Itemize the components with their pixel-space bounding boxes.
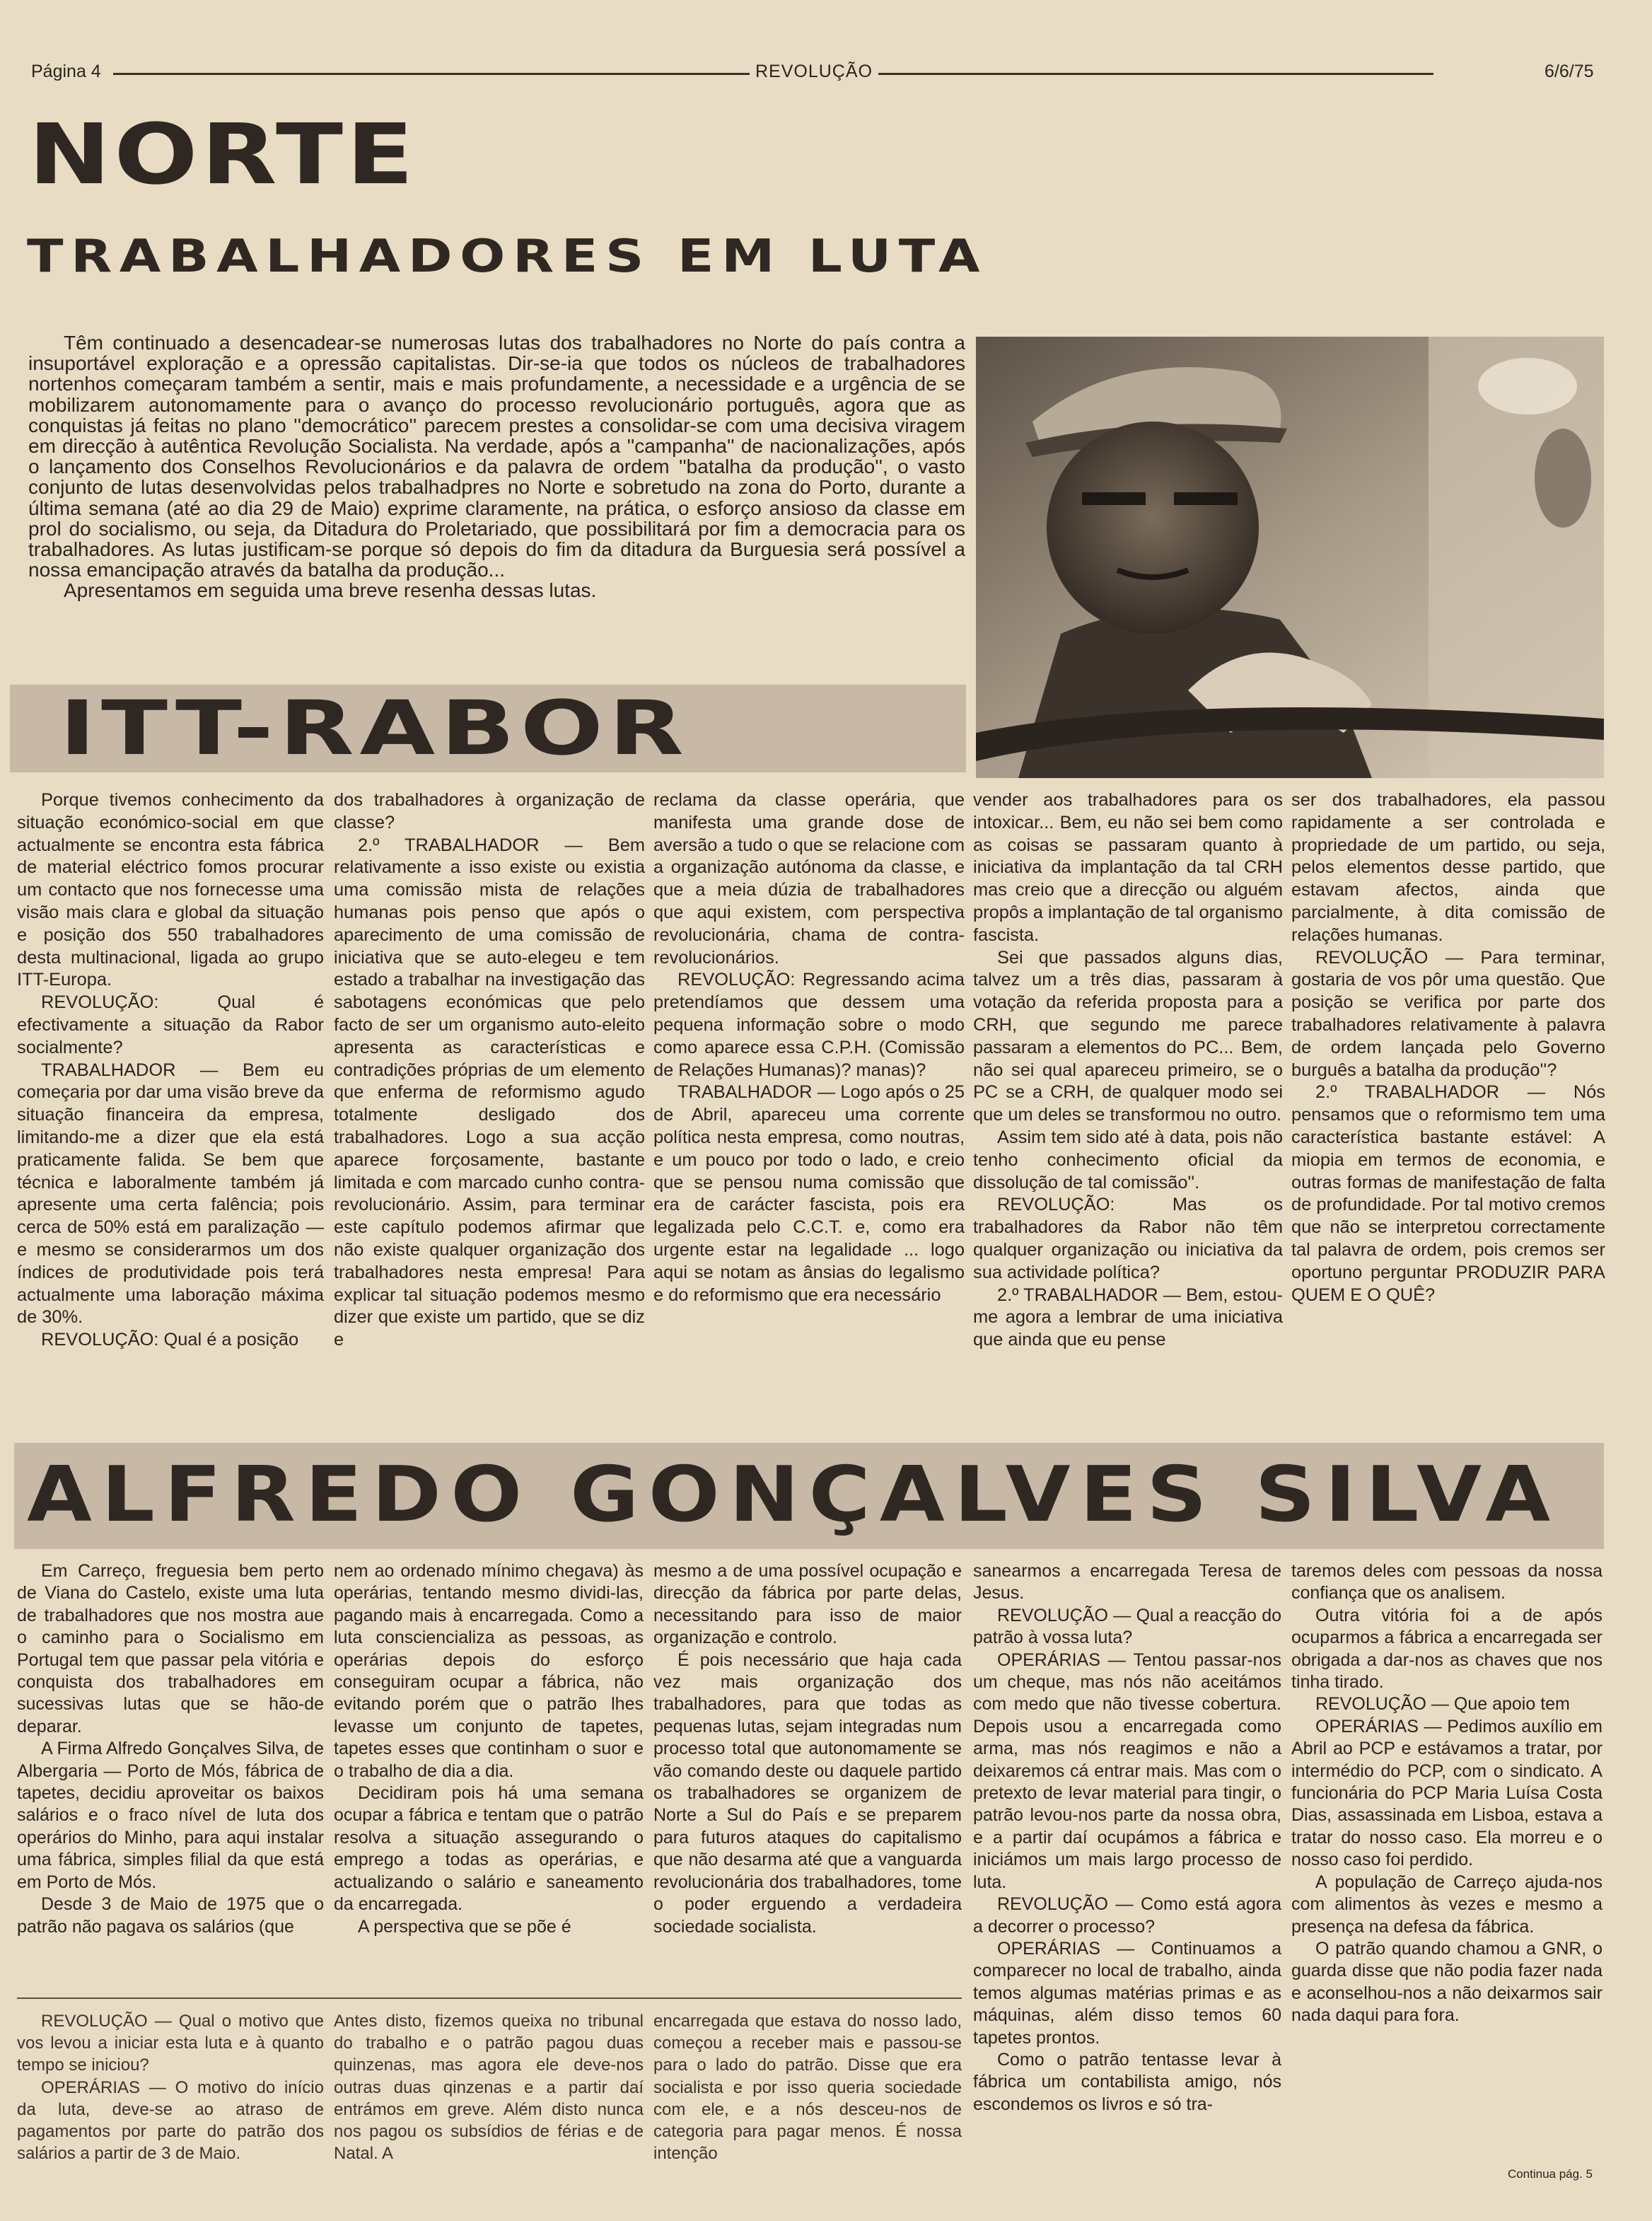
article-column <box>973 1560 1281 2116</box>
article-paragraph: REVOLUÇÃO — Que apoio tem <box>1315 1694 1570 1715</box>
article-paragraph: Outra vitória foi a de após ocuparmos a fábrica a encarregada ser obrigada a dar-nos as chaves que nos tinha tirado. <box>1291 1605 1602 1693</box>
article-column <box>973 789 1283 1352</box>
intro-text <box>28 332 965 601</box>
continued-note: Continua pág. 5 <box>1507 2167 1593 2181</box>
article-paragraph: OPERÁRIAS — Pedimos auxílio em Abril ao PCP e estávamos a tratar, por intermédio do PCP, com o sindicato. A funcionária do PCP Maria Luísa Costa Dias, assassinada em Lisboa, estava a tratar do nosso caso. Ela morreu e o nosso caso foi perdido. <box>1291 1716 1602 1870</box>
article-paragraph: REVOLUÇÃO — Como está agora a decorrer o processo? <box>973 1894 1281 1937</box>
header-rule-right <box>878 73 1433 75</box>
article-paragraph: O patrão quando chamou a GNR, o guarda disse que não podia fazer nada e aconselhou-nos a não deixarmos sair nada daqui para fora. <box>1291 1938 1602 2026</box>
article-paragraph: dos trabalhadores à organização de classe? <box>334 790 645 833</box>
masthead: REVOLUÇÃO <box>755 62 873 81</box>
article-paragraph: ser dos trabalhadores, ela passou rapidamente a ser controlada e propriedade de um partido, ou seja, pelos elementos desse partido, que estavam afectos, ainda que parcialmente, à dita comissão de relações humanas. <box>1291 790 1605 945</box>
page-number: Página 4 <box>31 62 101 81</box>
page-subtitle: TRABALHADORES EM LUTA <box>27 231 988 283</box>
article-paragraph: Como o patrão tentasse levar à fábrica um contabilista amigo, nós escondemos os livros e só tra- <box>973 2049 1281 2114</box>
article-column <box>653 789 965 1306</box>
article-column <box>653 2010 962 2164</box>
article-column <box>1291 1560 1602 2027</box>
article-paragraph: Decidiram pois há uma semana ocupar a fábrica e tentam que o patrão resolva a situação assegurando o emprego a todas as operárias, e actualizando o salário e saneamento da encarregada. <box>334 1783 644 1915</box>
article-paragraph: REVOLUÇÃO: Qual é a posição <box>41 1330 299 1350</box>
article-column <box>334 1560 644 1938</box>
article-column <box>1291 789 1605 1306</box>
article-paragraph: REVOLUÇÃO: Mas os trabalhadores da Rabor não têm qualquer organização ou iniciativa da sua actividade política? <box>973 1195 1283 1282</box>
article-paragraph: REVOLUÇÃO — Qual a reacção do patrão à vossa luta? <box>973 1605 1281 1648</box>
article-column <box>653 1560 962 1938</box>
article-paragraph: vender aos trabalhadores para os intoxicar... Bem, eu não sei bem como as coisas se passaram quanto à iniciativa da implantação da tal CRH mas creio que a direcção ou alguém propôs a implantação de tal organismo fascista. <box>973 790 1283 945</box>
article-paragraph: Em Carreço, freguesia bem perto de Viana do Castelo, existe uma luta de trabalhadores que nos mostra aue o caminho para o Socialismo em Portugal tem que passar pela vitória e conquista dos trabalhadores em sucessivas lutas que se hão-de deparar. <box>17 1561 324 1736</box>
article-paragraph: sanearmos a encarregada Teresa de Jesus. <box>973 1561 1281 1604</box>
photo-worker-with-cap <box>976 337 1604 778</box>
article-paragraph: reclama da classe operária, que manifesta uma grande dose de aversão a tudo o que se relacione com a organização autónoma da classe, e que a meia dúzia de trabalhadores que aqui existem, com perspectiva revolucionária, chama de contra-revolucionários. <box>653 790 965 968</box>
article-paragraph: É pois necessário que haja cada vez mais organização dos trabalhadores, para que todas as pequenas lutas, sejam integradas num processo total que autonomamente se vão comando deste ou daquele partido os trabalhadores se organizem de Norte a Sul do País e se preparem para futuros ataques do capitalismo que não desarma até que a vanguarda revolucionária dos trabalhadores, tome o poder erguendo a verdadeira sociedade socialista. <box>653 1649 962 1937</box>
intro-paragraph: Apresentamos em seguida uma breve resenha dessas lutas. <box>64 579 597 602</box>
article-paragraph: OPERÁRIAS — O motivo do início da luta, deve-se ao atraso de pagamentos por parte do patrão dos salários a partir de 3 de Maio. <box>17 2077 324 2164</box>
article-column <box>17 1560 324 1938</box>
article-paragraph: A Firma Alfredo Gonçalves Silva, de Albergaria — Porto de Mós, fábrica de tapetes, decidiu aproveitar os baixos salários e o fraco nível de luta dos operários do Minho, para aqui instalar uma fábrica, simples filial da que está em Porto de Mós. <box>17 1739 324 1892</box>
article-paragraph: REVOLUÇÃO: Qual é efectivamente a situação da Rabor socialmente? <box>17 992 324 1057</box>
article-paragraph: TRABALHADOR — Logo após o 25 de Abril, apareceu uma corrente política nesta empresa, como noutras, e um pouco por todo o lado, e creio que se pensou numa comissão que era de carácter fascista, pois era legalizada pelo C.C.T. e, como era urgente estar na legalidade ... logo aqui se notam as ânsias do legalismo e do reformismo que era necessário <box>653 1082 965 1305</box>
article-paragraph: nem ao ordenado mínimo chegava) às operárias, tentando mesmo dividi-las, pagando mais à encarregada. Como a luta consciencializa as pessoas, as operárias depois do esforço conseguiram ocupar a fábrica, não evitando porém que o patrão lhes levasse um conjunto de tapetes, tapetes esses que continham o suor e o trabalho de dia a dia. <box>334 1561 644 1781</box>
article-paragraph: OPERÁRIAS — Tentou passar-nos um cheque, mas nós não aceitámos com medo que não tivesse cobertura. Depois usou a encarregada como arma, mas nós reagimos e não a deixaremos cá entrar mais. Mas com o pretexto de levar material para tingir, o patrão levou-nos parte da nossa obra, e a partir daí ocupámos a fábrica e iniciámos um mais largo processo de luta. <box>973 1649 1281 1892</box>
article-paragraph: Sei que passados alguns dias, talvez um a três dias, passaram à votação da referida proposta para a CRH, que segundo me parece passaram a elementos do PC... Bem, não sei qual apareceu primeiro, se o PC se a CRH, de qualquer modo sei que um deles se transformou no outro. <box>973 947 1283 1125</box>
section-title-alfredo: ALFREDO GONÇALVES SILVA <box>27 1451 1560 1539</box>
article-column <box>334 789 645 1352</box>
article-column <box>334 2010 644 2164</box>
article-paragraph: encarregada que estava do nosso lado, começou a receber mais e passou-se para o lado do patrão. Disse que era socialista e por isso queria sociedade com ele, e a nós desceu-nos de categoria para pagar menos. É nossa intenção <box>653 2012 962 2164</box>
intro-paragraph: Têm continuado a desencadear-se numerosas lutas dos trabalhadores no Norte do país contra a insuportável exploração e a opressão capitalistas. Dir-se-ia que todos os núcleos de trabalhadores nortenhos começaram também a sentir, mais e mais profundamente, a necessidade e a urgência de se mobilizarem autonomamente para o avanço do processo revolucionário português, agora que as conquistas já feitas no plano ''democrático'' parecem prestes a consolidar-se com uma decisiva viragem em direcção à autêntica Revolução Socialista. Na verdade, após a ''campanha'' de nacionalizações, após o lançamento dos Conselhos Revolucionários e da palavra de ordem ''batalha da produção'', o vasto conjunto de lutas desenvolvidas pelos trabalhadpres no Norte e sobretudo na zona do Porto, durante a última semana (até ao dia 29 de Maio) exprime claramente, na prática, o esforço ansioso da classe em prol do socialismo, ou seja, da Ditadura do Proletariado, que possibilitará por fim a democracia para os trabalhadores. As lutas justificam-se porque só depois do fim da ditadura da Burguesia será possível a nossa emancipação através da batalha da produção... <box>28 332 965 581</box>
article-column <box>17 789 324 1352</box>
article-paragraph: 2.º TRABALHADOR — Bem relativamente a isso existe ou existia uma comissão mista de relações humanas pois penso que após o aparecimento de uma comissão de iniciativa que se auto-elegeu e tem estado a trabalhar na investigação das sabotagens económicas que pelo facto de ser um organismo auto-eleito apresenta as características e contradições próprias de um elemento que enferma de reformismo agudo totalmente desligado dos trabalhadores. Logo a sua acção aparece forçosamente, bastante limitada e com marcado cunho contra-revolucionário. Assim, para terminar este capítulo podemos afirmar que não existe qualquer organização dos trabalhadores nesta empresa! Para explicar tal situação podemos mesmo dizer que existe um partido, que se diz e <box>334 835 645 1350</box>
article-paragraph: mesmo a de uma possível ocupação e direcção da fábrica por parte delas, necessitando para isso de maior organização e controlo. <box>653 1561 962 1648</box>
article-paragraph: 2.º TRABALHADOR — Nós pensamos que o reformismo tem uma característica bastante estável: A miopia em termos de economia, e outras formas de manifestação de falta de profundidade. Por tal motivo cremos que não se interpretou correctamente tal palavra de ordem, pois cremos ser oportuno perguntar PRODUZIR PARA QUEM E O QUÊ? <box>1291 1082 1605 1305</box>
article-paragraph: REVOLUÇÃO: Regressando acima pretendíamos que dessem uma pequena informação sobre o modo como aparece essa C.P.H. (Comissão de Relações Humanas)? manas)? <box>653 970 965 1080</box>
article-column <box>17 2010 324 2164</box>
issue-date: 6/6/75 <box>1545 62 1594 81</box>
article-paragraph: Porque tivemos conhecimento da situação económico-social em que actualmente se encontra esta fábrica de material eléctrico fomos procurar um contacto que nos fornecesse uma visão mais clara e global da situação e posição dos 550 trabalhadores desta multinacional, ligada ao grupo ITT-Europa. <box>17 790 324 990</box>
header-rule-left <box>113 73 750 75</box>
column-rule <box>17 1997 962 1999</box>
article-paragraph: REVOLUÇÃO — Qual o motivo que vos levou a iniciar esta luta e à quanto tempo se iniciou? <box>17 2012 324 2075</box>
article-paragraph: TRABALHADOR — Bem eu começaria por dar uma visão breve da situação financeira da empresa, limitando-me a dizer que ela está praticamente falida. Se bem que técnica e laboralmente também já apresente uma certa falência; pois cerca de 50% está em paralização — e mesmo se considerarmos um dos índices de produtividade pois terá actualmente uma laboração máxima de 30%. <box>17 1060 324 1328</box>
page-title: NORTE <box>28 105 417 203</box>
article-paragraph: A perspectiva que se põe é <box>358 1916 571 1937</box>
article-paragraph: Desde 3 de Maio de 1975 que o patrão não pagava os salários (que <box>17 1894 324 1937</box>
article-paragraph: A população de Carreço ajuda-nos com alimentos às vezes e mesmo a presença na defesa da fábrica. <box>1291 1872 1602 1937</box>
article-paragraph: Antes disto, fizemos queixa no tribunal do trabalho e o patrão pagou duas quinzenas, mas agora ele deve-nos outras duas qinzenas e a partir daí entrámos em greve. Além disto nunca nos pagou os subsídios de férias e de Natal. A <box>334 2012 644 2164</box>
article-paragraph: taremos deles com pessoas da nossa confiança que os analisem. <box>1291 1561 1602 1604</box>
article-paragraph: 2.º TRABALHADOR — Bem, estou-me agora a lembrar de uma iniciativa que ainda que eu pense <box>973 1285 1283 1350</box>
section-title-itt-rabor: ITT-RABOR <box>59 685 690 772</box>
article-paragraph: OPERÁRIAS — Continuamos a comparecer no local de trabalho, ainda temos algumas matérias primas e as máquinas, além disso temos 60 tapetes prontos. <box>973 1938 1281 2048</box>
article-paragraph: Assim tem sido até à data, pois não tenho conhecimento oficial da dissolução de tal comissão''. <box>973 1127 1283 1193</box>
article-paragraph: REVOLUÇÃO — Para terminar, gostaria de vos pôr uma questão. Que posição se verifica por parte dos trabalhadores relativamente à palavra de ordem lançada pelo Governo burguês a batalha da produção''? <box>1291 947 1605 1080</box>
